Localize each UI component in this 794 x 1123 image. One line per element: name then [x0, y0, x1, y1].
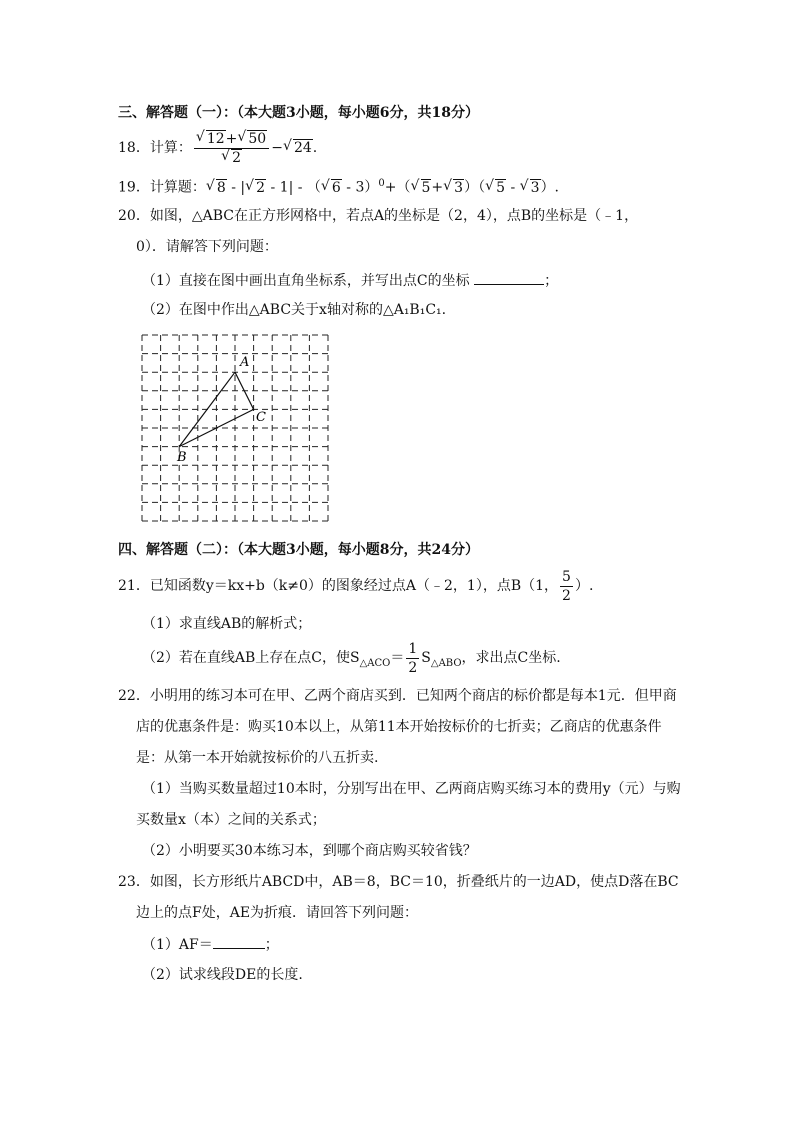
section3-title: 三、解答题（一）：（本大题3小题，每小题6分，共18分）	[118, 105, 479, 121]
q22-part1-line2: 买数量x（本）之间的关系式；	[136, 812, 326, 828]
q23-line1: 23．如图，长方形纸片ABCD中，AB＝8，BC＝10，折叠纸片的一边AD，使点D落在BC	[118, 874, 679, 890]
grid-lines	[142, 335, 328, 521]
q20-line1: 20．如图，△ABC在正方形网格中，若点A的坐标是（2，4），点B的坐标是（﹣1，	[118, 208, 639, 224]
q19: 19．计算题：√ 8 - |√ 2 - 1| - （√ 6 - 3）$^0$+（√ 5+√ 3）（√ 5 - √ 3）.	[118, 174, 559, 198]
q21-line1: 21．已知函数y＝kx+b（k≠0）的图象经过点A（﹣2，1），点B（1， $\frac{5}{2}$ ）.	[118, 568, 594, 604]
label-c: C	[256, 410, 266, 425]
q18: 18．计算： √ 12+√ 50 √ 2 −√ 24.	[118, 128, 317, 168]
q22-line1: 22．小明用的练习本可在甲、乙两个商店买到．已知两个商店的标价都是每本1元．但甲商	[118, 688, 677, 704]
q20-part2: （2）在图中作出△ABC关于x轴对称的△A₁B₁C₁.	[142, 302, 447, 318]
q21-part2: （2）若在直线AB上存在点C，使$S_{\triangle ACO}=$ $\frac{1}{2}$ $S_{\triangle ABO}$，求出点C坐标.	[142, 640, 561, 676]
answer-blank[interactable]	[474, 270, 544, 285]
q21-fraction: $\frac{5}{2}$	[562, 568, 571, 604]
answer-blank[interactable]	[213, 934, 265, 949]
label-b: B	[177, 450, 187, 465]
section4-title: 四、解答题（二）：（本大题3小题，每小题8分，共24分）	[118, 542, 479, 558]
q21-part1: （1）求直线AB的解析式；	[142, 616, 312, 632]
label-a: A	[240, 355, 250, 370]
q18-number: 18．计算：	[118, 140, 192, 156]
q20-line2: 0）．请解答下列问题：	[136, 239, 278, 255]
q22-part1-line1: （1）当购买数量超过10本时，分别写出在甲、乙两商店购买练习本的费用y（元）与购	[142, 781, 681, 797]
q21-half-fraction: $\frac{1}{2}$	[408, 640, 418, 676]
q23-line2: 边上的点F处，AE为折痕．请回答下列问题：	[136, 905, 419, 921]
q22-line3: 是：从第一本开始就按标价的八五折卖.	[136, 750, 379, 766]
q18-fraction: √ 12+√ 50 √ 2	[194, 130, 269, 167]
q20-part1: （1）直接在图中画出直角坐标系，并写出点C的坐标 ；	[142, 270, 558, 291]
q23-part2: （2）试求线段DE的长度.	[142, 967, 303, 983]
q22-part2: （2）小明要买30本练习本，到哪个商店购买较省钱？	[142, 843, 477, 859]
coordinate-grid-figure	[140, 333, 330, 523]
q22-line2: 店的优惠条件是：购买10本以上，从第11本开始按标价的七折卖；乙商店的优惠条件	[136, 719, 662, 735]
q23-part1: （1）AF＝ ；	[142, 934, 279, 955]
